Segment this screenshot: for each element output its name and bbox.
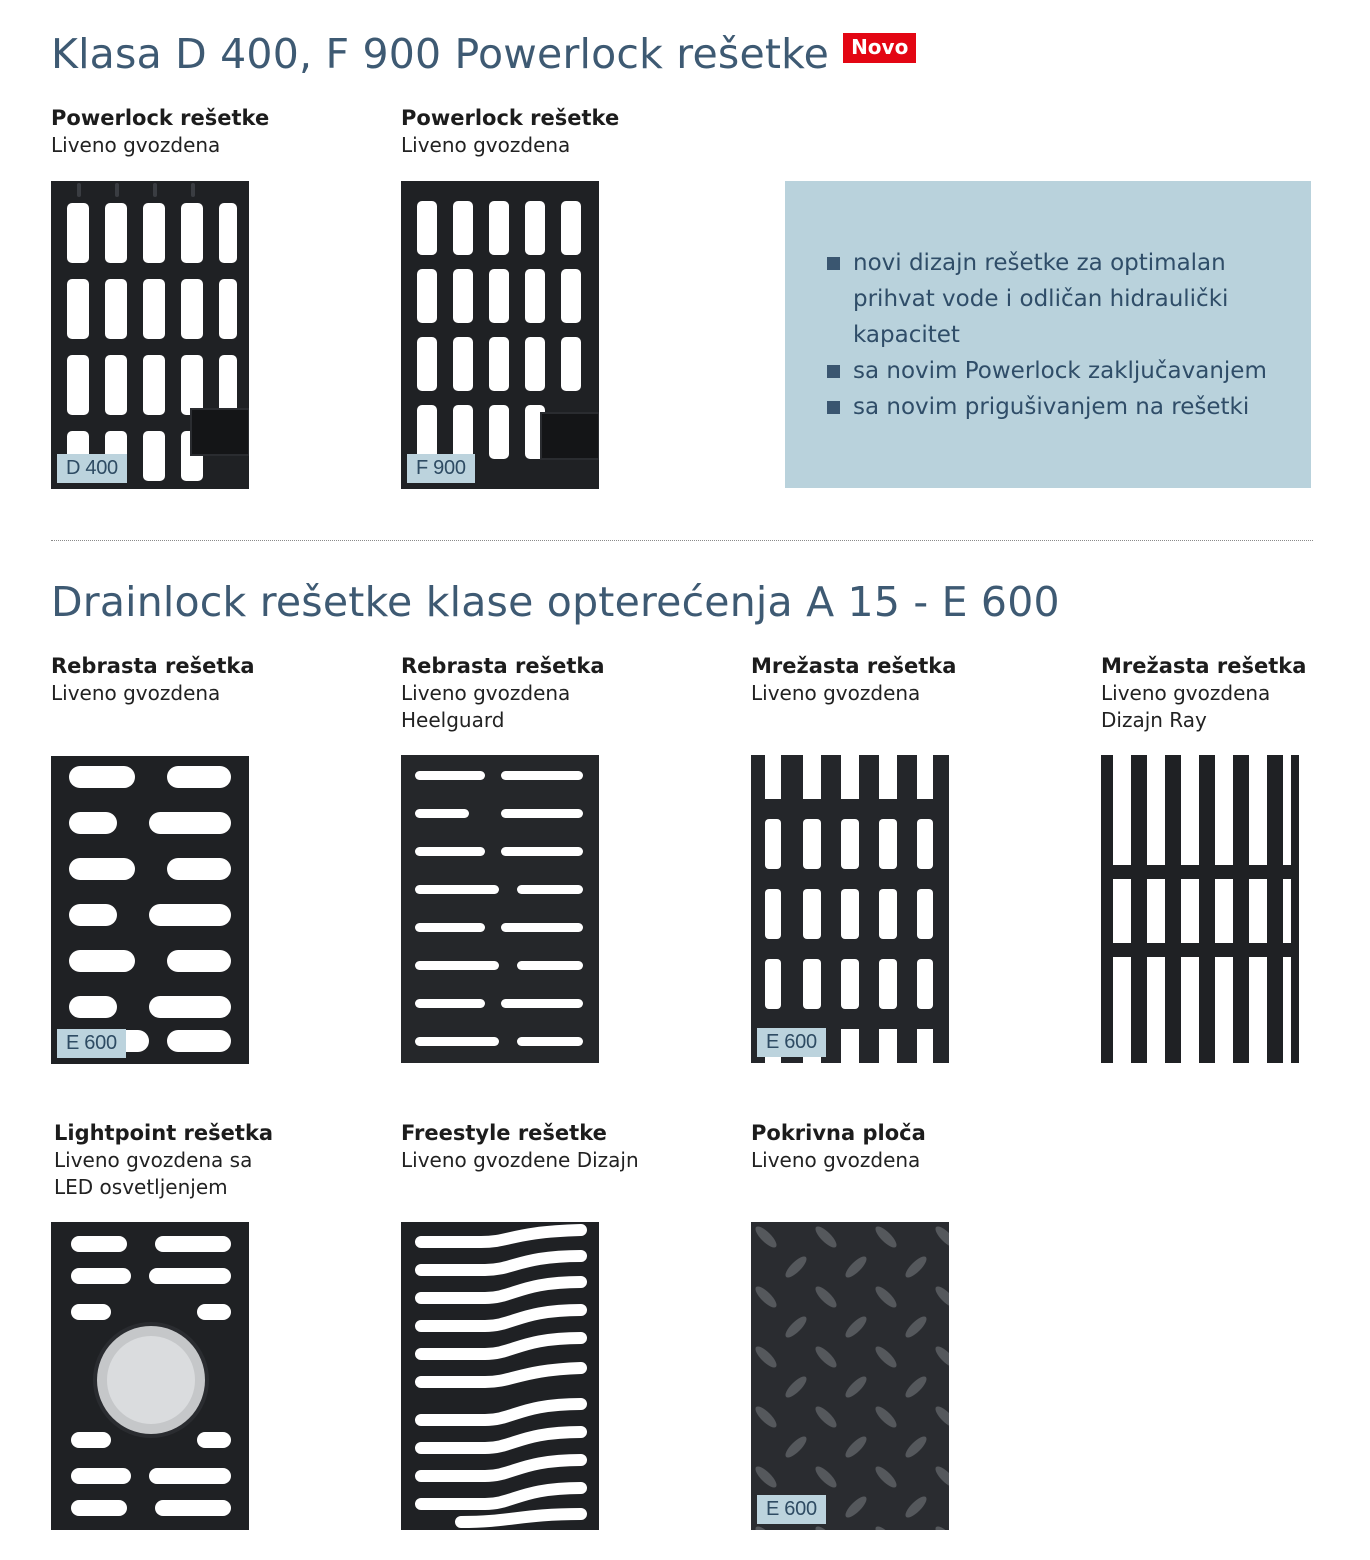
product-subtitle: Liveno gvozdena: [751, 1148, 921, 1172]
product-title: Freestyle rešetke: [401, 1121, 607, 1145]
new-badge: Novo: [843, 33, 916, 63]
load-class-label: D 400: [57, 454, 127, 483]
product-pokrivna-ploca: [751, 1120, 926, 1174]
product-freestyle: [401, 1120, 639, 1174]
grate-image-powerlock-d400: [51, 181, 249, 489]
product-mrezasta: [751, 653, 956, 707]
product-subtitle-2: Heelguard: [401, 708, 505, 732]
bullet-square-icon: [827, 257, 840, 270]
product-subtitle-2: LED osvetljenjem: [54, 1175, 228, 1199]
product-title: Mrežasta rešetka: [751, 654, 957, 678]
feature-item: [827, 353, 1287, 389]
features-list: [827, 245, 1287, 425]
product-title: Lightpoint rešetka: [54, 1121, 274, 1145]
product-subtitle: Liveno gvozdene Dizajn: [401, 1148, 639, 1172]
grate-image-freestyle: [401, 1222, 599, 1530]
grate-image-pokrivna-ploca: [751, 1222, 949, 1530]
product-subtitle-2: Dizajn Ray: [1101, 708, 1207, 732]
product-title: Rebrasta rešetka: [401, 654, 605, 678]
product-subtitle: Liveno gvozdena: [51, 133, 221, 157]
section1-title: [51, 30, 916, 78]
product-rebrasta: [51, 653, 255, 707]
section1-title-text: Klasa D 400, F 900 Powerlock rešetke: [51, 30, 830, 78]
grate-image-rebrasta-heelguard: [401, 755, 599, 1063]
product-rebrasta-heelguard: [401, 653, 605, 734]
product-mrezasta-ray: [1101, 653, 1306, 734]
product-subtitle: Liveno gvozdena: [751, 681, 921, 705]
product-subtitle: Liveno gvozdena: [401, 133, 571, 157]
grate-image-mrezasta: [751, 755, 949, 1063]
product-title: Mrežasta rešetka: [1101, 654, 1307, 678]
features-box: [785, 181, 1311, 488]
load-class-label: E 600: [757, 1495, 826, 1524]
product-subtitle: Liveno gvozdena: [51, 681, 221, 705]
section-divider: [51, 540, 1313, 541]
product-title: Rebrasta rešetka: [51, 654, 255, 678]
section2-title: Drainlock rešetke klase opterećenja A 15 - E 600: [51, 578, 1060, 626]
product-lightpoint: [54, 1120, 273, 1201]
feature-item: [827, 389, 1287, 425]
grate-image-powerlock-f900: [401, 181, 599, 489]
bullet-square-icon: [827, 365, 840, 378]
load-class-label: E 600: [757, 1028, 826, 1057]
product-title: Powerlock rešetke: [401, 106, 620, 130]
bullet-square-icon: [827, 401, 840, 414]
grate-image-rebrasta: [51, 756, 249, 1064]
feature-text: novi dizajn rešetke za optimalan prihvat vode i odličan hidraulički kapacitet: [853, 250, 1229, 348]
load-class-label: F 900: [407, 454, 475, 483]
feature-text: sa novim Powerlock zaključavanjem: [853, 358, 1267, 384]
product-subtitle: Liveno gvozdena sa: [54, 1148, 253, 1172]
feature-text: sa novim prigušivanjem na rešetki: [853, 394, 1250, 420]
product-subtitle: Liveno gvozdena: [401, 681, 571, 705]
product-powerlock-d400: [51, 105, 269, 159]
grate-image-lightpoint: [51, 1222, 249, 1530]
product-title: Pokrivna ploča: [751, 1121, 926, 1145]
grate-image-mrezasta-ray: [1101, 755, 1299, 1063]
feature-item: [827, 245, 1287, 353]
product-title: Powerlock rešetke: [51, 106, 270, 130]
load-class-label: E 600: [57, 1029, 126, 1058]
product-powerlock-f900: [401, 105, 619, 159]
product-subtitle: Liveno gvozdena: [1101, 681, 1271, 705]
